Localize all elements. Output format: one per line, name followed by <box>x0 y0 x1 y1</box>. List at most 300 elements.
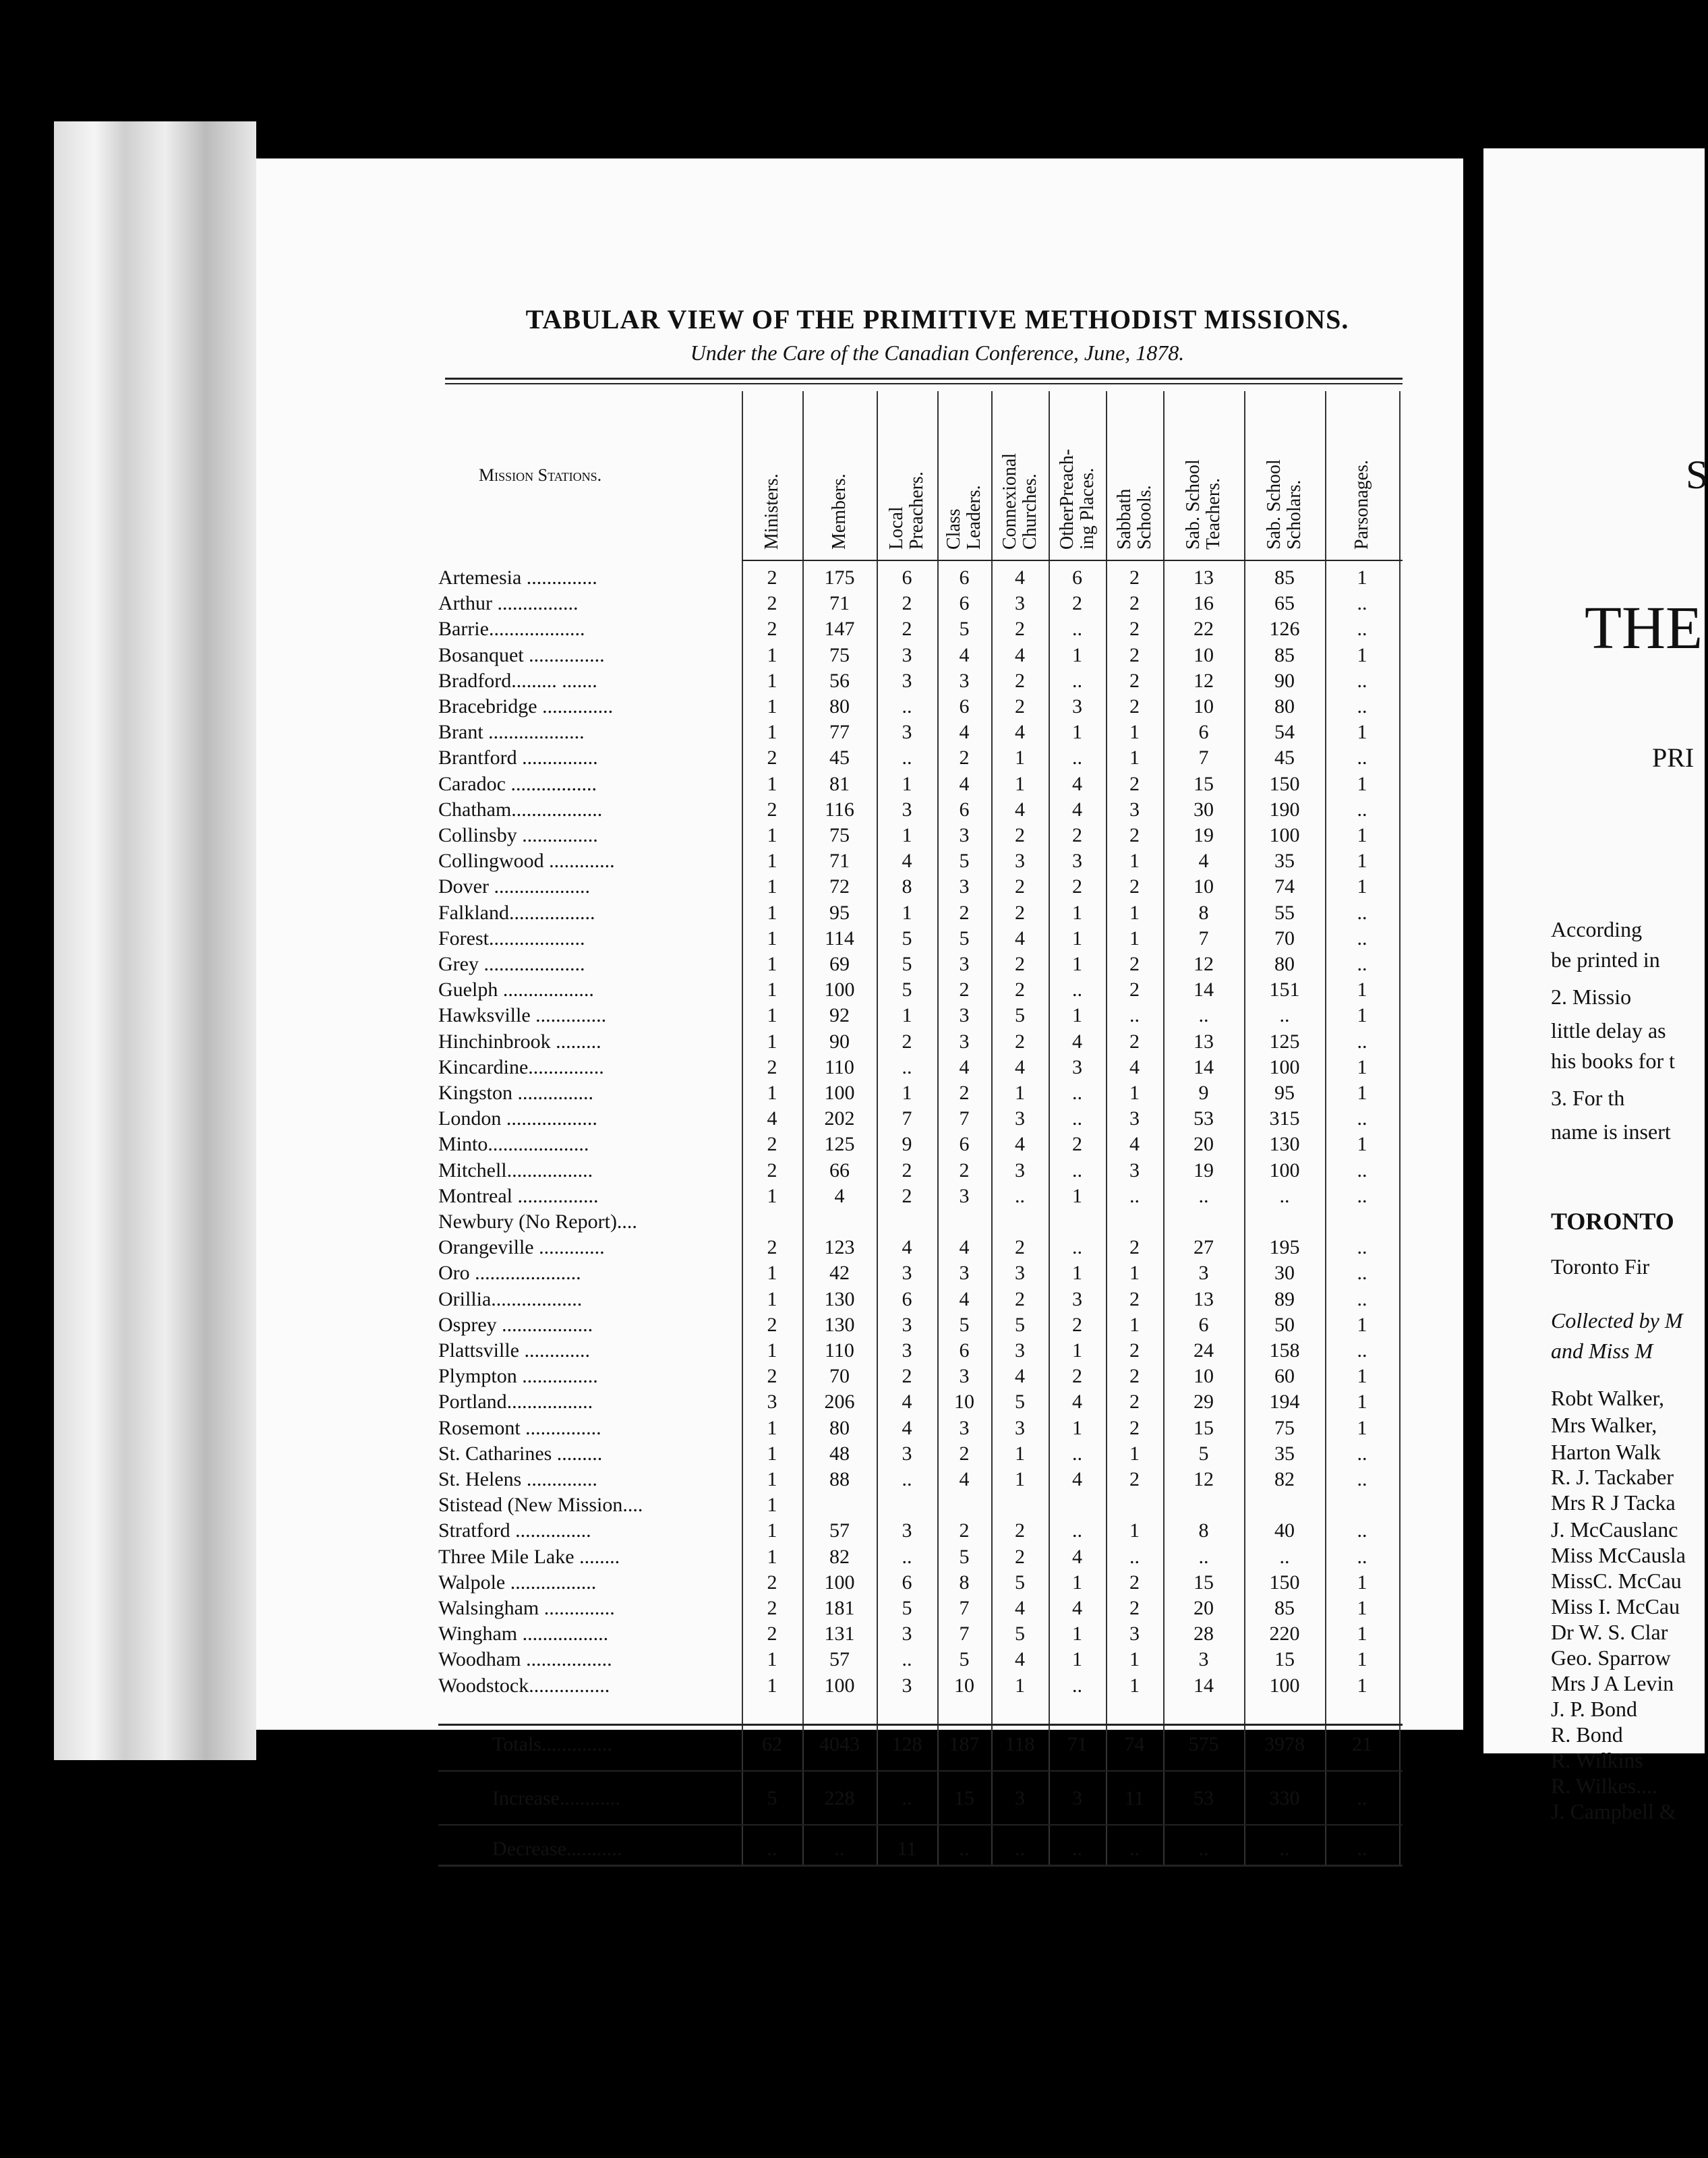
table-cell: 4 <box>1015 1365 1025 1388</box>
table-cell: 1 <box>902 1004 912 1027</box>
table-cell: 2 <box>767 747 777 769</box>
table-cell: 95 <box>1274 1082 1295 1104</box>
table-cell: 2 <box>767 1365 777 1388</box>
table-cell: 5 <box>902 953 912 975</box>
table-cell: 1 <box>767 1030 777 1053</box>
table-cell: 100 <box>824 979 855 1001</box>
column-header <box>937 388 991 556</box>
table-cell: 4 <box>1015 721 1025 744</box>
mission-station-name: Orillia.................. <box>438 1287 583 1310</box>
table-cell: 66 <box>829 1159 850 1182</box>
table-cell: .. <box>1357 1030 1367 1053</box>
table-cell: .. <box>767 1838 777 1860</box>
mission-station-name: Portland................. <box>438 1391 593 1413</box>
table-cell: 2 <box>1015 695 1025 718</box>
table-cell: 5 <box>767 1787 777 1809</box>
table-cell: 4 <box>1129 1133 1140 1156</box>
table-cell: 1 <box>767 1674 777 1697</box>
right-page-line: his books for t <box>1551 1049 1675 1073</box>
table-cell: 6 <box>1198 1313 1209 1336</box>
table-cell: 2 <box>1129 1365 1140 1388</box>
table-cell: 126 <box>1269 618 1300 641</box>
table-cell: .. <box>1129 1838 1140 1860</box>
mission-station-name: Walsingham .............. <box>438 1597 615 1619</box>
table-cell: 1 <box>902 824 912 846</box>
table-row <box>438 1674 1403 1700</box>
table-cell: 1 <box>902 901 912 924</box>
right-page-line: little delay as <box>1551 1018 1666 1043</box>
table-cell: 2 <box>1015 953 1025 975</box>
mission-station-name: Hawksville .............. <box>438 1004 607 1027</box>
table-cell: 2 <box>1072 1365 1082 1388</box>
table-cell: 1 <box>767 1416 777 1439</box>
table-cell: 3 <box>959 1030 970 1053</box>
table-cell: 71 <box>829 592 850 615</box>
right-page-line: Miss I. McCau <box>1551 1594 1680 1618</box>
table-cell: 92 <box>829 1004 850 1027</box>
table-cell: .. <box>1357 1159 1367 1182</box>
mission-station-name: Bracebridge .............. <box>438 695 614 718</box>
table-cell: 2 <box>1015 1519 1025 1542</box>
table-cell: 3 <box>1072 1787 1082 1809</box>
table-cell: .. <box>1072 979 1082 1001</box>
table-row <box>438 1597 1403 1623</box>
table-cell: 2 <box>767 592 777 615</box>
right-page-line: Mrs J A Levin <box>1551 1671 1674 1695</box>
table-cell: .. <box>1357 618 1367 641</box>
table-cell: 75 <box>1274 1416 1295 1439</box>
table-cell: 10 <box>1194 643 1214 666</box>
table-cell: .. <box>902 1468 912 1490</box>
table-cell: 131 <box>824 1623 855 1645</box>
table-cell: 19 <box>1194 1159 1214 1182</box>
table-cell: 2 <box>767 1133 777 1156</box>
table-cell: .. <box>1357 798 1367 821</box>
table-cell: 1 <box>1072 1416 1082 1439</box>
table-cell: 2 <box>1129 1391 1140 1413</box>
column-header <box>1049 388 1106 556</box>
table-cell: 70 <box>829 1365 850 1388</box>
table-cell: .. <box>1015 1184 1025 1207</box>
column-header <box>877 388 937 556</box>
mission-station-name: Kingston ............... <box>438 1082 594 1104</box>
table-cell: 14 <box>1194 1674 1214 1697</box>
table-cell: 1 <box>1129 927 1140 950</box>
mission-station-name: Stistead (New Mission.... <box>438 1494 643 1517</box>
table-cell: 5 <box>959 927 970 950</box>
table-cell: 5 <box>902 1597 912 1619</box>
table-cell: 5 <box>902 927 912 950</box>
table-cell: 55 <box>1274 901 1295 924</box>
table-cell: 12 <box>1194 1468 1214 1490</box>
table-cell: 1 <box>767 1648 777 1671</box>
table-row <box>438 953 1403 979</box>
table-cell: 5 <box>1015 1004 1025 1027</box>
table-cell: 1 <box>1357 1674 1367 1697</box>
right-page-line: S <box>1686 453 1708 497</box>
table-cell: 10 <box>1194 1365 1214 1388</box>
table-cell: .. <box>1357 669 1367 692</box>
table-cell: 71 <box>829 850 850 873</box>
table-cell: 4 <box>902 850 912 873</box>
table-cell: 100 <box>824 1674 855 1697</box>
table-cell: 1 <box>1129 1519 1140 1542</box>
table-cell: 3 <box>1015 1159 1025 1182</box>
table-cell: 114 <box>825 927 854 950</box>
table-cell: 90 <box>1274 669 1295 692</box>
table-cell: 4043 <box>819 1733 860 1755</box>
table-cell: 1 <box>767 721 777 744</box>
table-row <box>438 1211 1403 1236</box>
table-row <box>438 1107 1403 1133</box>
table-cell: 1 <box>1129 721 1140 744</box>
table-cell: 315 <box>1269 1107 1300 1130</box>
table-cell: .. <box>1357 1838 1367 1860</box>
table-cell: .. <box>1198 1545 1209 1568</box>
table-row <box>438 1262 1403 1287</box>
table-cell: 1 <box>767 901 777 924</box>
table-cell: 2 <box>1015 824 1025 846</box>
table-cell: 110 <box>825 1055 854 1078</box>
table-cell: 150 <box>1269 772 1300 795</box>
table-cell: 80 <box>829 695 850 718</box>
table-cell: .. <box>1357 1519 1367 1542</box>
mission-station-name: Increase............ <box>492 1787 620 1809</box>
table-cell: 53 <box>1194 1787 1214 1809</box>
table-cell: 1 <box>767 669 777 692</box>
table-cell: 2 <box>1129 1339 1140 1362</box>
table-cell: .. <box>1129 1004 1140 1027</box>
table-row <box>438 927 1403 953</box>
table-cell: 77 <box>829 721 850 744</box>
table-cell: 3 <box>1072 695 1082 718</box>
table-cell: 2 <box>959 1159 970 1182</box>
table-cell: 181 <box>824 1597 855 1619</box>
mission-stations-header: Mission Stations. <box>479 465 602 485</box>
table-cell: 4 <box>1015 1648 1025 1671</box>
table-cell: 1 <box>767 953 777 975</box>
table-cell: 3978 <box>1264 1733 1305 1755</box>
table-row <box>438 798 1403 824</box>
right-page-line: 2. Missio <box>1551 985 1632 1009</box>
table-row <box>438 902 1403 927</box>
table-row <box>438 1442 1403 1468</box>
mission-station-name: Brantford ............... <box>438 747 598 769</box>
table-cell: 1 <box>1129 1442 1140 1465</box>
table-cell: 1 <box>1357 1004 1367 1027</box>
table-cell: .. <box>1072 1082 1082 1104</box>
table-cell: 65 <box>1274 592 1295 615</box>
table-cell: 3 <box>1015 850 1025 873</box>
table-cell: 2 <box>902 618 912 641</box>
table-cell: 5 <box>1198 1442 1209 1465</box>
table-cell: 2 <box>1072 1313 1082 1336</box>
right-page-line: J. McCauslanc <box>1551 1517 1678 1542</box>
right-page-line: According <box>1551 917 1643 941</box>
table-cell: 3 <box>959 875 970 898</box>
table-cell: 82 <box>829 1545 850 1568</box>
mission-station-name: Kincardine............... <box>438 1055 604 1078</box>
table-cell: 9 <box>1198 1082 1209 1104</box>
table-cell: 3 <box>1015 592 1025 615</box>
mission-station-name: Wingham ................. <box>438 1623 609 1645</box>
table-cell: 1 <box>902 1082 912 1104</box>
table-cell: 6 <box>959 798 970 821</box>
table-cell: 40 <box>1274 1519 1295 1542</box>
table-cell: .. <box>959 1838 970 1860</box>
table-cell: 100 <box>1269 1159 1300 1182</box>
table-cell: 1 <box>902 772 912 795</box>
table-cell: .. <box>1129 1184 1140 1207</box>
table-cell: 3 <box>1015 1339 1025 1362</box>
mission-station-name: Plympton ............... <box>438 1365 598 1388</box>
table-row <box>438 1004 1403 1030</box>
table-cell: .. <box>1072 669 1082 692</box>
table-cell: .. <box>902 1648 912 1671</box>
table-cell: 3 <box>1198 1648 1209 1671</box>
right-page-line: TORONTO <box>1551 1208 1674 1235</box>
table-cell: 2 <box>767 1055 777 1078</box>
table-cell: 1 <box>1357 875 1367 898</box>
table-cell: 100 <box>1269 1055 1300 1078</box>
right-page-line: R. Wilkes.... <box>1551 1774 1658 1798</box>
table-cell: .. <box>1198 1004 1209 1027</box>
mission-station-name: Plattsville ............. <box>438 1339 590 1362</box>
table-cell: 3 <box>767 1391 777 1413</box>
table-cell: 1 <box>1072 1339 1082 1362</box>
table-cell: 1 <box>1129 1313 1140 1336</box>
table-cell: 3 <box>1015 1416 1025 1439</box>
table-cell: 1 <box>767 1287 777 1310</box>
table-cell: 15 <box>954 1787 974 1809</box>
table-cell: 118 <box>1005 1733 1035 1755</box>
table-cell: 80 <box>829 1416 850 1439</box>
mission-station-name: Walpole ................. <box>438 1571 597 1594</box>
mission-station-name: Brant ................... <box>438 721 585 744</box>
table-cell: 1 <box>1129 850 1140 873</box>
table-cell: 35 <box>1274 850 1295 873</box>
table-cell: 88 <box>829 1468 850 1490</box>
table-cell: 4 <box>1015 1133 1025 1156</box>
table-cell: .. <box>1279 1004 1290 1027</box>
table-cell: 2 <box>767 1313 777 1336</box>
table-cell: 2 <box>959 979 970 1001</box>
table-cell: 2 <box>1129 566 1140 589</box>
table-cell: 4 <box>959 1236 970 1259</box>
table-cell: 1 <box>1072 721 1082 744</box>
mission-station-name: Caradoc ................. <box>438 772 597 795</box>
right-page-line: Geo. Sparrow <box>1551 1645 1671 1670</box>
table-cell: 15 <box>1274 1648 1295 1671</box>
table-cell: 5 <box>959 1313 970 1336</box>
table-cell: 20 <box>1194 1133 1214 1156</box>
table-cell: .. <box>1072 1674 1082 1697</box>
table-cell: 5 <box>1015 1571 1025 1594</box>
table-cell: 89 <box>1274 1287 1295 1310</box>
table-cell: 2 <box>767 1159 777 1182</box>
table-cell: .. <box>902 695 912 718</box>
table-cell: 4 <box>1072 772 1082 795</box>
table-row <box>438 1314 1403 1339</box>
table-cell: 4 <box>1015 643 1025 666</box>
table-cell: 6 <box>902 1571 912 1594</box>
table-cell: 10 <box>954 1674 974 1697</box>
table-cell: 4 <box>1129 1055 1140 1078</box>
table-cell: 72 <box>829 875 850 898</box>
table-cell: 4 <box>1072 1391 1082 1413</box>
mission-station-name: Orangeville ............. <box>438 1236 605 1259</box>
right-page-line: Toronto Fir <box>1551 1254 1650 1279</box>
table-cell: 56 <box>829 669 850 692</box>
book-page-edges <box>54 121 256 1760</box>
table-cell: 5 <box>1015 1623 1025 1645</box>
table-cell: 1 <box>1357 850 1367 873</box>
table-cell: 4 <box>1015 566 1025 589</box>
page-subtitle: Under the Care of the Canadian Conference, June, 1878. <box>690 341 1185 365</box>
table-cell: 3 <box>1129 798 1140 821</box>
table-cell: 195 <box>1269 1236 1300 1259</box>
table-cell: 85 <box>1274 643 1295 666</box>
table-cell: 1 <box>767 824 777 846</box>
table-cell: 3 <box>1129 1159 1140 1182</box>
table-cell: 2 <box>767 618 777 641</box>
table-cell: .. <box>902 1787 912 1809</box>
table-cell: 2 <box>959 1442 970 1465</box>
table-cell: 2 <box>1129 1287 1140 1310</box>
table-cell: 5 <box>959 850 970 873</box>
table-cell: 1 <box>767 1468 777 1490</box>
mission-station-name: Newbury (No Report).... <box>438 1211 637 1233</box>
table-cell: 53 <box>1194 1107 1214 1130</box>
right-page-line: J. Campbell & <box>1551 1799 1676 1824</box>
table-cell: 1 <box>1357 979 1367 1001</box>
table-row <box>438 747 1403 772</box>
table-cell: 100 <box>824 1082 855 1104</box>
table-cell: 6 <box>959 695 970 718</box>
table-cell: .. <box>1357 1287 1367 1310</box>
table-cell: 1 <box>767 695 777 718</box>
mission-station-name: Woodstock................ <box>438 1674 610 1697</box>
table-cell: .. <box>902 747 912 769</box>
right-page-line: J. P. Bond <box>1551 1697 1638 1721</box>
table-cell: 1 <box>767 1545 777 1568</box>
table-cell: 2 <box>1129 1468 1140 1490</box>
table-cell: 3 <box>902 1623 912 1645</box>
table-cell: 90 <box>829 1030 850 1053</box>
page-title: TABULAR VIEW OF THE PRIMITIVE METHODIST MISSIONS. <box>525 304 1349 334</box>
table-cell: .. <box>1015 1838 1025 1860</box>
table-row <box>438 1468 1403 1494</box>
table-cell: 6 <box>1198 721 1209 744</box>
table-cell: .. <box>1198 1184 1209 1207</box>
mission-station-name: Decrease........... <box>492 1838 622 1860</box>
table-cell: 1 <box>1129 1674 1140 1697</box>
column-header-label: Local Preachers. <box>886 471 927 550</box>
table-cell: .. <box>1357 1262 1367 1285</box>
table-cell: 4 <box>1072 798 1082 821</box>
table-cell: 70 <box>1274 927 1295 950</box>
mission-station-name: Hinchinbrook ......... <box>438 1030 601 1053</box>
table-cell: 4 <box>1072 1030 1082 1053</box>
table-row <box>438 1030 1403 1056</box>
table-cell: .. <box>1072 1519 1082 1542</box>
table-cell: 1 <box>767 927 777 950</box>
table-cell: 1 <box>1015 1468 1025 1490</box>
table-cell: 21 <box>1352 1733 1372 1755</box>
column-header-label: Class Leaders. <box>943 485 984 550</box>
table-cell: 4 <box>1072 1597 1082 1619</box>
right-page-line: R. Wilkins <box>1551 1748 1643 1772</box>
decrease-rule <box>438 1824 1403 1826</box>
table-cell: 71 <box>1067 1733 1088 1755</box>
table-cell: 2 <box>959 901 970 924</box>
table-cell: 1 <box>1072 1623 1082 1645</box>
table-cell: 95 <box>829 901 850 924</box>
table-cell: .. <box>1357 1787 1367 1809</box>
table-cell: 1 <box>1357 1133 1367 1156</box>
table-cell: 42 <box>829 1262 850 1285</box>
table-cell: 4 <box>1015 1597 1025 1619</box>
table-cell: 228 <box>824 1787 855 1809</box>
table-cell: .. <box>1357 1236 1367 1259</box>
table-cell: 2 <box>1129 1597 1140 1619</box>
table-cell: 1 <box>1357 772 1367 795</box>
table-cell: 57 <box>829 1519 850 1542</box>
table-cell: .. <box>1357 953 1367 975</box>
mission-station-name: Minto.................... <box>438 1133 589 1156</box>
table-cell: 3 <box>1129 1107 1140 1130</box>
table-cell: 6 <box>959 566 970 589</box>
table-cell: 4 <box>902 1416 912 1439</box>
mission-station-name: Totals.............. <box>492 1733 612 1755</box>
table-cell: 14 <box>1194 979 1214 1001</box>
table-cell: 3 <box>902 1339 912 1362</box>
table-cell: 12 <box>1194 669 1214 692</box>
mission-station-name: Three Mile Lake ........ <box>438 1545 620 1568</box>
table-cell: 6 <box>959 1133 970 1156</box>
table-cell: 2 <box>1129 824 1140 846</box>
table-cell: 11 <box>897 1838 917 1860</box>
table-cell: 14 <box>1194 1055 1214 1078</box>
table-row <box>438 1733 1403 1759</box>
table-cell: 2 <box>1129 953 1140 975</box>
mission-station-name: St. Catharines ......... <box>438 1442 603 1465</box>
table-cell: 30 <box>1194 798 1214 821</box>
table-cell: 2 <box>902 1365 912 1388</box>
table-cell: 2 <box>1015 901 1025 924</box>
table-cell: 116 <box>825 798 854 821</box>
column-header-label: OtherPreach- ing Places. <box>1056 448 1098 550</box>
table-cell: 1 <box>767 1494 777 1517</box>
table-cell: 5 <box>959 618 970 641</box>
table-row <box>438 592 1403 618</box>
table-cell: 1 <box>1357 1416 1367 1439</box>
table-row <box>438 1648 1403 1674</box>
table-cell: 7 <box>959 1597 970 1619</box>
table-cell: 13 <box>1194 1287 1214 1310</box>
column-header <box>1244 388 1325 556</box>
table-cell: .. <box>1357 1468 1367 1490</box>
table-cell: 1 <box>767 772 777 795</box>
table-cell: 1 <box>767 850 777 873</box>
table-cell: 575 <box>1188 1733 1219 1755</box>
table-cell: 130 <box>824 1287 855 1310</box>
table-row <box>438 1133 1403 1159</box>
table-cell: 1 <box>1072 1262 1082 1285</box>
table-cell: .. <box>1129 1545 1140 1568</box>
table-cell: 1 <box>1129 1082 1140 1104</box>
table-cell: 4 <box>834 1184 845 1207</box>
